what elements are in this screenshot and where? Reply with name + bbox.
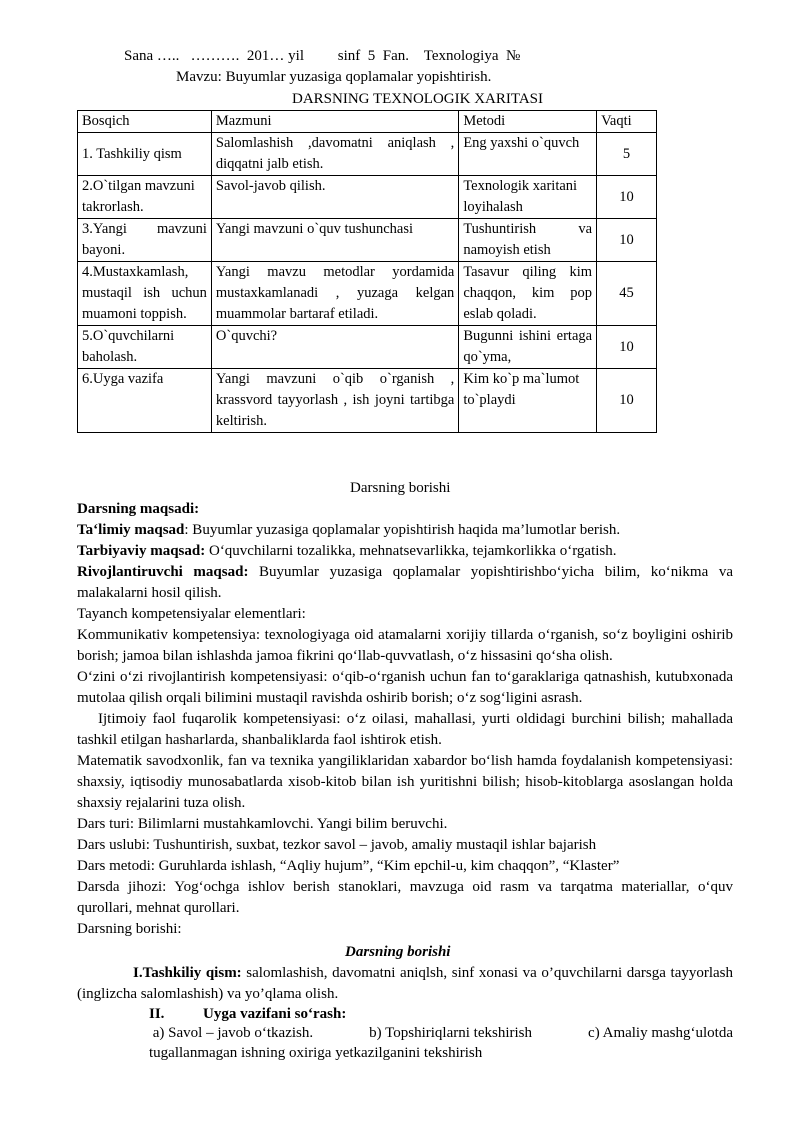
- competency-communicative: Kommunikativ kompetensiya: texnologiyaga oid atamalarni xorijiy tillarda o‘rganish, so‘z boyligini oshirib borish; jamoa bilan ishlashda jamoa fikrini qo‘llab-quvvatlash, o‘z hissasini qo‘sha olish.: [77, 627, 733, 664]
- content-cell: Yangi mavzuni o`qib o`rganish , krassvord tayyorlash , ish joyni tartibga keltirish.: [211, 369, 458, 433]
- goals-heading: Darsning maqsadi:: [77, 501, 200, 517]
- developmental-goal-text: Buyumlar yuzasiga qoplamalar yopishtirishbo‘yicha bilim, ko‘nikma va malakalarni hosil qilish.: [77, 564, 733, 601]
- method-cell: Tasavur qiling kim chaqqon, kim pop eslab qoladi.: [459, 262, 597, 326]
- stage-cell: 2.O`tilgan mavzuni takrorlash.: [78, 176, 212, 219]
- time-cell: 10: [597, 326, 657, 369]
- column-header: Mazmuni: [211, 111, 458, 133]
- time-cell: 10: [597, 219, 657, 262]
- stage-cell: 3.Yangi mavzuni bayoni.: [78, 219, 212, 262]
- competency-self-development: O‘zini o‘zi rivojlantirish kompetensiyasi: o‘qib-o‘rganish uchun fan to‘garaklariga qatnashish, kutubxonada mutolaa qilish orqali bilimini mustaqil ravishda oshirib borish; o‘z sog‘ligini asrash.: [77, 669, 733, 706]
- lesson-header-line: Sana ….. ………. 201… yil sinf 5 Fan. Texnologiya №: [124, 48, 521, 64]
- lesson-progress-label: Darsning borishi:: [77, 921, 182, 937]
- table-row: [78, 369, 657, 433]
- column-header: Bosqich: [78, 111, 212, 133]
- document-title: DARSNING TEXNOLOGIK XARITASI: [292, 91, 544, 107]
- time-cell: 10: [597, 176, 657, 219]
- column-header: Vaqti: [597, 111, 657, 133]
- lesson-method: Dars metodi: Guruhlarda ishlash, “Aqliy hujum”, “Kim epchil-u, kim chaqqon”, “Klaster”: [77, 858, 620, 874]
- educational-goal-text: : Buyumlar yuzasiga qoplamalar yopishtirish haqida ma’lumotlar berish.: [184, 522, 621, 538]
- upbringing-goal-label: Tarbiyaviy maqsad:: [77, 543, 206, 559]
- lesson-progress-heading: Darsning borishi: [345, 944, 451, 960]
- homework-items: [149, 1023, 733, 1044]
- organizational-part-text: salomlashish, davomatni aniqlsh, sinf xonasi va o’quvchilarni darsga tayyorlash (inglizcha salomlashish) va yo’qlama olish.: [77, 965, 734, 1002]
- lesson-topic: Mavzu: Buyumlar yuzasiga qoplamalar yopishtirish.: [176, 69, 492, 85]
- method-cell: Bugunni ishini ertaga qo`yma,: [459, 326, 597, 369]
- lesson-equipment: Darsda jihozi: Yog‘ochga ishlov berish stanoklari, mavzuga oid rasm va tarqatma materiallar, o‘quv qurollari, mehnat qurollari.: [77, 879, 733, 916]
- lesson-type: Dars turi: Bilimlarni mustahkamlovchi. Yangi bilim beruvchi.: [77, 816, 448, 832]
- homework-item-b: b) Topshiriqlarni tekshirish: [369, 1025, 532, 1041]
- homework-section-title: Uyga vazifani so‘rash:: [203, 1006, 347, 1022]
- table-row: [78, 176, 657, 219]
- table-row: [78, 219, 657, 262]
- competency-mathematical: Matematik savodxonlik, fan va texnika yangiliklaridan xabardor bo‘lish hamda foydalanish kompetensiyasi: shaxsiy, iqtisodiy munosabatlarda xisob-kitob bilan ish yuritishni bilish; hisob-kitoblarga asoslangan holda shaxsiy rejalarini tuza olish.: [77, 753, 733, 811]
- homework-item-a: a) Savol – javob o‘tkazish.: [149, 1025, 314, 1041]
- developmental-goal-label: Rivojlantiruvchi maqsad:: [77, 564, 249, 580]
- competencies-heading: Tayanch kompetensiyalar elementlari:: [77, 606, 306, 622]
- stage-cell: 6.Uyga vazifa: [78, 369, 212, 433]
- stage-cell: 5.O`quvchilarni baholash.: [78, 326, 212, 369]
- method-cell: Kim ko`p ma`lumot to`playdi: [459, 369, 597, 433]
- lesson-plan-table: [77, 110, 657, 433]
- homework-item-continuation: tugallanmagan ishning oxiriga yetkazilganini tekshirish: [149, 1045, 483, 1061]
- homework-section-number: II.: [149, 1006, 165, 1022]
- method-cell: Eng yaxshi o`quvch: [459, 133, 597, 176]
- table-row: [78, 326, 657, 369]
- time-cell: 45: [597, 262, 657, 326]
- developmental-goal: [77, 562, 733, 604]
- stage-cell: 1. Tashkiliy qism: [78, 133, 212, 176]
- time-cell: 10: [597, 369, 657, 433]
- method-cell: Tushuntirish va namoyish etish: [459, 219, 597, 262]
- table-row: [78, 133, 657, 176]
- time-cell: 5: [597, 133, 657, 176]
- organizational-part: [77, 963, 733, 1005]
- content-cell: Yangi mavzuni o`quv tushunchasi: [211, 219, 458, 262]
- stage-cell: 4.Mustaxkamlash, mustaqil ish uchun muamoni toppish.: [78, 262, 212, 326]
- competency-civic: Ijtimoiy faol fuqarolik kompetensiyasi: o‘z oilasi, mahallasi, yurti oldidagi burchini bilish; mahallada tashkil etilgan hasharlarda, shanbaliklarda faol ishtirok etish.: [77, 711, 733, 748]
- table-header-row: [78, 111, 657, 133]
- column-header: Metodi: [459, 111, 597, 133]
- educational-goal-label: Ta‘limiy maqsad: [77, 522, 185, 538]
- content-cell: Salomlashish ,davomatni aniqlash , diqqatni jalb etish.: [211, 133, 458, 176]
- table-row: [78, 262, 657, 326]
- homework-item-c: c) Amaliy mashg‘ulotda: [588, 1025, 733, 1041]
- lesson-style: Dars uslubi: Tushuntirish, suxbat, tezkor savol – javob, amaliy mustaqil ishlar bajarish: [77, 837, 597, 853]
- content-cell: O`quvchi?: [211, 326, 458, 369]
- content-cell: Yangi mavzu metodlar yordamida mustaxkamlanadi , yuzaga kelgan muammolar bartaraf etiladi.: [211, 262, 458, 326]
- content-cell: Savol-javob qilish.: [211, 176, 458, 219]
- upbringing-goal: [77, 541, 733, 562]
- upbringing-goal-text: O‘quvchilarni tozalikka, mehnatsevarlikka, tejamkorlikka o‘rgatish.: [205, 543, 617, 559]
- organizational-part-label: I.Tashkiliy qism:: [133, 965, 242, 981]
- method-cell: Texnologik xaritani loyihalash: [459, 176, 597, 219]
- table-caption: Darsning borishi: [350, 480, 451, 496]
- educational-goal: [77, 520, 733, 541]
